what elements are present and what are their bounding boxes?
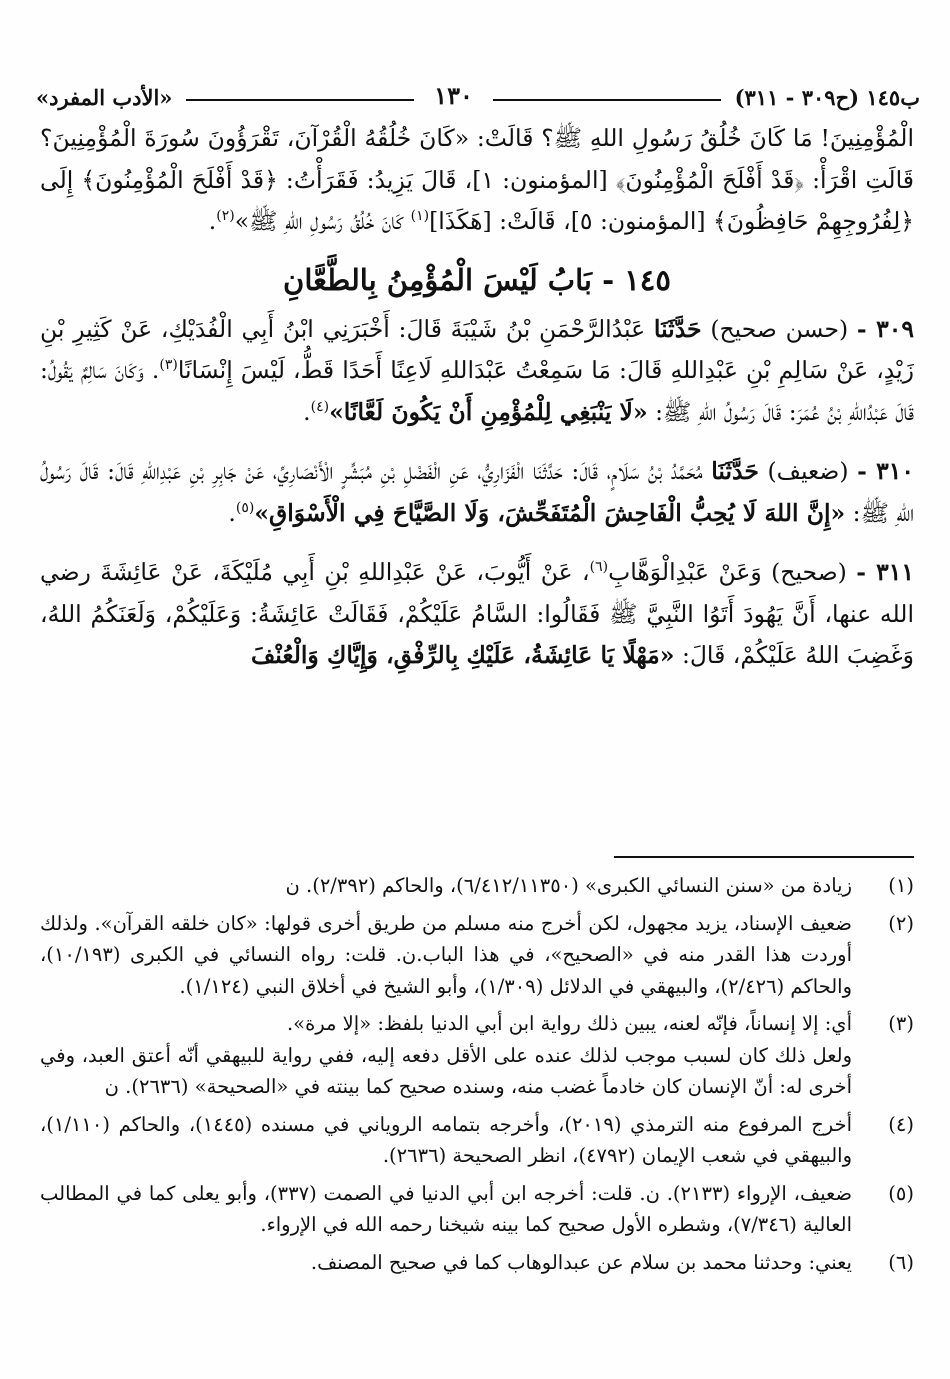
hadith-number: ٣١١ -	[856, 558, 914, 586]
hadith-number: ٣٠٩ -	[856, 314, 914, 343]
footnote-paragraph: ضعيف، الإرواء (٢١٣٣). ن. قلت: أخرجه ابن أبي الدنيا في الصمت (٣٣٧)، وأبو يعلى كما في المطالب العالية (٧/٣٤٦)، وشطره الأول صحيح كما بينه شيخنا رحمه الله في الإرواء.	[40, 1181, 852, 1236]
footnotes	[40, 870, 914, 1284]
footnote-ref[interactable]: (٢)	[216, 208, 235, 225]
page-header	[36, 70, 920, 110]
footnote-paragraph: زيادة من «سنن النسائي الكبرى» (٦/٤١٢/١١٣٥٠)، والحاكم (٢/٣٩٢). ن	[285, 874, 852, 897]
prophetic-saying: «مَهْلًا يَا عَائِشَةُ، عَلَيْكِ بِالرِّفْقِ، وَإِيَّاكِ وَالْعُنْفَ	[250, 641, 675, 669]
footnote	[40, 1178, 914, 1241]
haddathana: حَدَّثَنَا	[711, 457, 759, 485]
footnote-text	[40, 1109, 852, 1172]
haddathana: حَدَّثَنَا	[653, 314, 702, 343]
prophetic-saying: «إِنَّ اللهَ لَا يُحِبُّ الْفَاحِشَ الْمُتَفَحِّشَ، وَلَا الصَّيَّاحَ فِي الْأَسْوَاقِ»	[254, 498, 846, 527]
header-rule-left	[186, 99, 414, 101]
footnote-ref[interactable]: (٥)	[235, 499, 255, 516]
hadith-text-0: وَعَنْ عَبْدِالْوَهَّابِ	[608, 558, 772, 586]
hadith-number: ٣١٠ -	[857, 457, 914, 485]
footnote-number: (٥)	[888, 1181, 914, 1205]
hadith-end: .	[303, 397, 311, 426]
footnote	[40, 1109, 914, 1172]
footnote-text	[40, 1008, 852, 1103]
footnote-ref[interactable]: (١)	[410, 208, 430, 225]
footnote-paragraph: أخرج المرفوع منه الترمذي (٢٠١٩)، وأخرجه بتمامه الروياني في مسنده (١٤٤٥)، والحاكم (١/١١٠)، والبيهقي في شعب الإيمان (٤٧٩٢)، انظر الصحيحة (٢٦٣٦).	[40, 1112, 853, 1167]
footnote-ref[interactable]: (٦)	[589, 559, 609, 576]
footnote	[40, 1008, 914, 1103]
main-text	[40, 118, 914, 695]
footnote-paragraph: ضعيف الإسناد، يزيد مجهول، لكن أخرج منه مسلم من طريق أخرى قولها: «كان خلقه القرآن». ولذلك أوردت هذا القدر منه في «الصحيح»، في هذا الباب.ن. قلت: رواه النسائي في الكبرى (١٠/١٩٣)، والحاكم (٢/٤٢٦)، والبيهقي في الدلائل (١/٣٠٩)، وأبو الشيخ في أخلاق النبي (١/١٢٤).	[40, 911, 852, 998]
page-number: ١٣٠	[434, 81, 473, 110]
header-rule-right	[493, 99, 721, 101]
intro-end: .	[208, 207, 217, 235]
footnote-ref[interactable]: (٣)	[159, 357, 178, 374]
hadith-grade: (حسن صحيح)	[710, 314, 849, 343]
book-title: «الأدب المفرد»	[35, 85, 173, 110]
footnote-number: (٦)	[888, 1250, 914, 1274]
chapter-reference: ب١٤٥ (ح٣٠٩ - ٣١١)	[734, 85, 920, 110]
footnote-text	[40, 870, 852, 902]
footnote-number: (٢)	[888, 911, 914, 935]
footnote-paragraph: أي: إلا إنساناً، فإنّه لعنه، يبين ذلك رواية ابن أبي الدنيا بلفظ: «إلا مرة».	[286, 1012, 852, 1035]
footnote-number: (٣)	[888, 1012, 914, 1035]
hadith-text: ، عَنْ أَيُّوبَ، عَنْ عَبْدِاللهِ بْنِ أَبِي مُلَيْكَةَ، عَنْ عَائِشَةَ رضي الله عنها، أَنَّ يَهُودَ أَتَوُا النَّبِيَّ ﷺ فَقَالُوا: السَّامُ عَلَيْكُمْ، فَقَالَتْ عَائِشَةُ: وَعَلَيْكُمْ، وَلَعَنَكُمُ اللهُ، وَغَضِبَ اللهُ عَلَيْكُمْ، قَالَ:	[40, 558, 914, 669]
chapter-title: ١٤٥ - بَابُ لَيْسَ الْمُؤْمِنُ بِالطَّعَّانِ	[283, 262, 671, 297]
footnote-number: (٤)	[888, 1112, 914, 1136]
intro-paragraph	[40, 118, 914, 243]
hadith-end: .	[228, 498, 236, 527]
intro-text-2: كَانَ خُلُقُ رَسُولِ اللهِ ﷺ»	[234, 207, 411, 235]
footnote	[40, 908, 914, 1003]
footnote-number: (١)	[888, 874, 914, 897]
hadith-text: عَبْدُالرَّحْمَنِ بْنُ شَيْبَةَ قَالَ: أَخْبَرَنِي ابْنُ أَبِي الْفُدَيْكِ، عَنْ كَثِيرِ بْنِ زَيْدٍ، عَنْ سَالِمِ بْنِ عَبْدِاللهِ قَالَ: مَا سَمِعْتُ عَبْدَاللهِ لَاعِنًا أَحَدًا قَطُّ، لَيْسَ إِنْسَانًا	[40, 314, 914, 384]
footnote-text	[40, 1178, 852, 1241]
footnote-ref[interactable]: (٤)	[310, 398, 330, 415]
footnote-text	[40, 908, 852, 1003]
prophetic-saying: «لَا يَنْبَغِي لِلْمُؤْمِنِ أَنْ يَكُونَ لَعَّانًا»	[329, 397, 648, 426]
footnote-separator	[614, 856, 914, 858]
footnote-paragraph: ولعل ذلك كان لسبب موجب لذلك عنده على الأقل دفعه إليه، ففي رواية للبيهقي أنّه أعتق العبد، وفي أخرى له: أنّ الإنسان كان خادماً غضب منه، وسنده صحيح كما بينته في «الصحيحة» (٢٦٣٦). ن	[40, 1043, 852, 1098]
hadith-310	[40, 451, 914, 534]
footnote-text	[40, 1247, 852, 1279]
hadith-grade: (صحيح)	[771, 558, 847, 586]
footnote-paragraph: يعني: وحدثنا محمد بن سلام عن عبدالوهاب كما في صحيح المصنف.	[310, 1250, 852, 1274]
hadith-text: مُحَمَّدُ بْنُ سَلَامٍ، قَالَ: حَدَّثَنَا الْفَزَارِيُّ، عَنِ الْفَضْلِ بْنِ مُبَشِّرٍ الْأَنْصَارِيِّ، عَنْ جَابِرِ بْنِ عَبْدِاللهِ قَالَ: قَالَ رَسُولُ اللهِ ﷺ:	[40, 457, 914, 527]
footnote	[40, 1247, 914, 1279]
hadith-grade: (ضعيف)	[767, 457, 849, 485]
footnote	[40, 870, 914, 902]
hadith-309	[40, 309, 914, 434]
hadith-text-2: . وَكَانَ سَالِمٌ يَقُولُ: قَالَ عَبْدُاللهِ بْنُ عُمَرَ: قَالَ رَسُولُ اللهِ ﷺ:	[40, 356, 914, 426]
intro-text: الْمُؤْمِنِينَ! مَا كَانَ خُلُقُ رَسُولِ اللهِ ﷺ؟ قَالَتْ: «كَانَ خُلُقُهُ الْقُرْآنَ، تَقْرَؤُونَ سُورَةَ الْمُؤْمِنِينَ؟ قَالَتِ اقْرَأْ: ﴿قَدْ أَفْلَحَ الْمُؤْمِنُونَ﴾ [المؤمنون: ١]، قَالَ يَزِيدُ: فَقَرَأْتُ: ﴿قَدْ أَفْلَحَ الْمُؤْمِنُونَ﴾ إِلَى ﴿لِفُرُوجِهِمْ حَافِظُونَ﴾ [المؤمنون: ٥]، قَالَتْ: [هَكَذَا]	[40, 124, 914, 235]
hadith-311	[40, 552, 914, 677]
